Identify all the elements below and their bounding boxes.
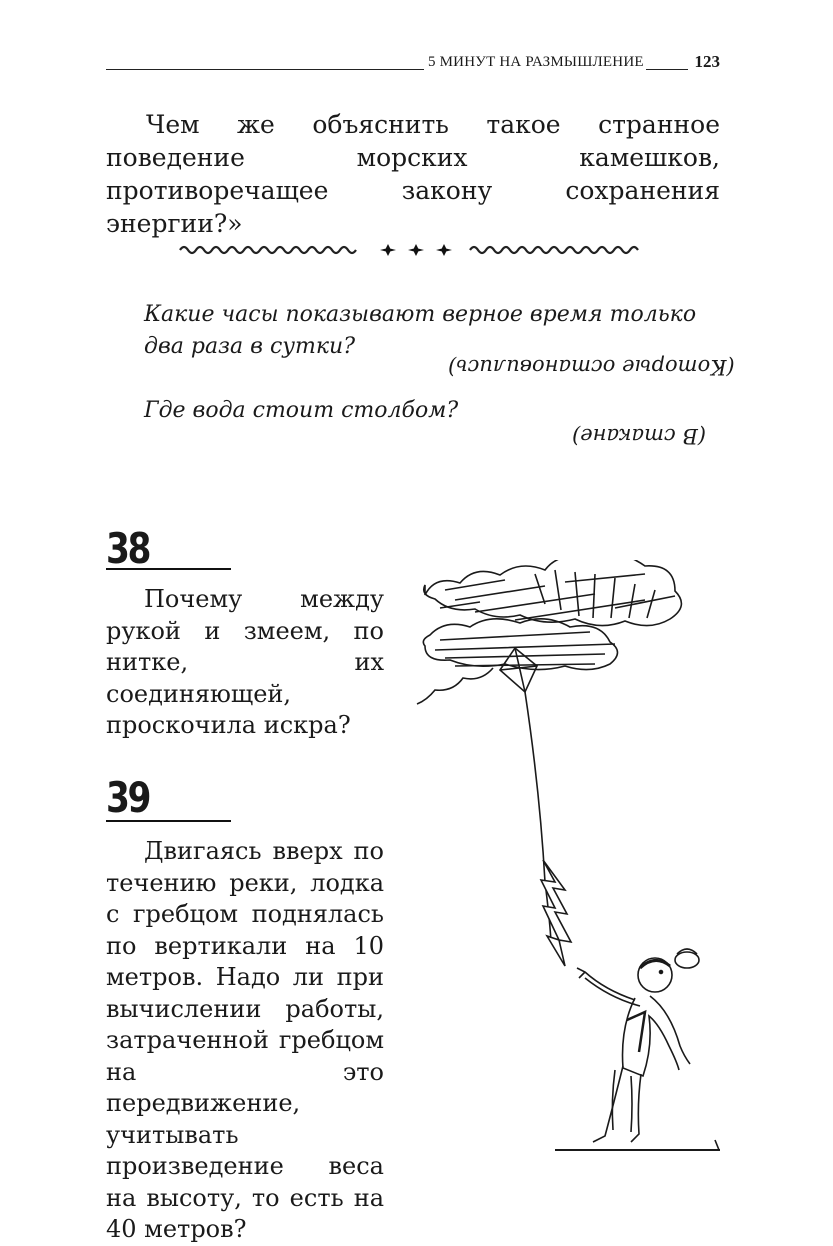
problem-number-38: 38 — [106, 524, 150, 573]
kite-lightning-man-illustration — [415, 560, 725, 1160]
page-number: 123 — [694, 52, 720, 71]
riddle-answer-2-upside-down: (В стакане) — [572, 424, 707, 448]
riddle-question-2: Где вода стоит столбом? — [144, 398, 459, 423]
riddle-answer-1-upside-down: (Которые остановились) — [448, 355, 735, 379]
running-head-title: 5 МИНУТ НА РАЗМЫШЛЕНИЕ — [428, 54, 644, 70]
problem-number-39: 39 — [106, 773, 150, 822]
problem-text-38: Почему между рукой и змеем, по нитке, их соединяющей, проскочила искра? — [106, 585, 384, 739]
section-divider-ornament — [178, 240, 648, 260]
problem-text-39: Двигаясь вверх по течению реки, лодка с гребцом поднялась по вертикали на 10 метров. Надо ли при вычислении работы, затраченной гребцом на это передвижение, учитывать произведение веса на высоту, то есть на 40 метров? — [106, 837, 384, 1243]
riddle-question-1: Какие часы показывают верное время только два раза в сутки? — [144, 302, 697, 359]
running-head — [106, 54, 720, 74]
running-head-rule-left — [106, 69, 424, 70]
problem-number-rule-39 — [106, 820, 231, 822]
intro-paragraph: Чем же объяснить такое странное поведение морских камешков, противоречащее закону сохранения энергии?» — [106, 110, 720, 238]
running-head-rule-right — [646, 69, 688, 70]
problem-number-rule-38 — [106, 568, 231, 570]
